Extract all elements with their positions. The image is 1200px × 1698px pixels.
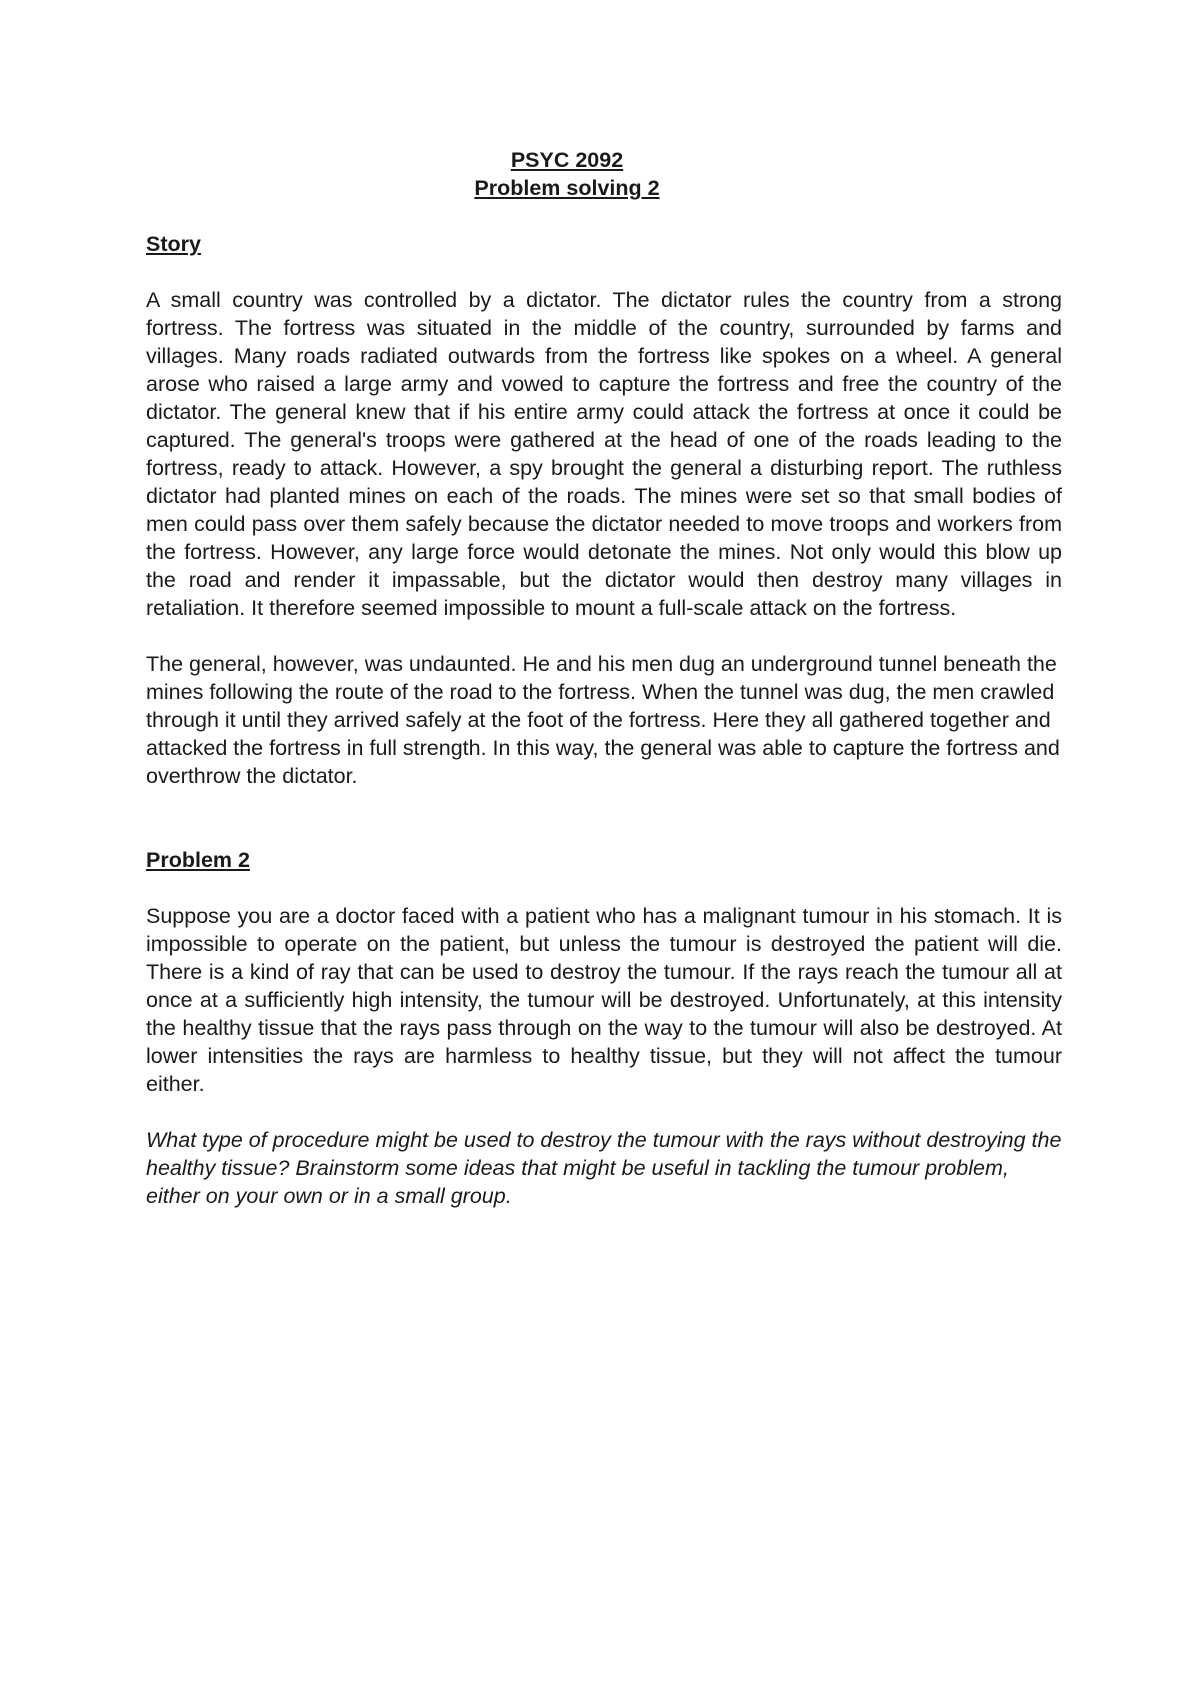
title-block	[0, 146, 1134, 202]
story-paragraph-2: The general, however, was undaunted. He and his men dug an underground tunnel beneath the mines following the route of the road to the fortress. When the tunnel was dug, the men crawled through it until they arrived safely at the foot of the fortress. Here they all gathered together and attacked the fortress in full strength. In this way, the general was able to capture the fortress and overthrow the dictator.	[146, 652, 1060, 788]
problem-question: What type of procedure might be used to destroy the tumour with the rays without destroying the healthy tissue? Brainstorm some ideas that might be useful in tackling the tumour problem, either on your own or in a small group.	[146, 1128, 1062, 1208]
document-page	[146, 146, 1062, 1210]
document-subtitle: Problem solving 2	[474, 176, 660, 200]
story-paragraph-1: A small country was controlled by a dictator. The dictator rules the country from a strong fortress. The fortress was situated in the middle of the country, surrounded by farms and villages. Many roads radiated outwards from the fortress like spokes on a wheel. A general arose who raised a large army and vowed to capture the fortress and free the country of the dictator. The general knew that if his entire army could attack the fortress at once it could be captured. The general's troops were gathered at the head of one of the roads leading to the fortress, ready to attack. However, a spy brought the general a disturbing report. The ruthless dictator had planted mines on each of the roads. The mines were set so that small bodies of men could pass over them safely because the dictator needed to move troops and workers from the fortress. However, any large force would detonate the mines. Not only would this blow up the road and render it impassable, but the dictator would then destroy many villages in retaliation. It therefore seemed impossible to mount a full-scale attack on the fortress.	[146, 288, 1062, 620]
problem-paragraph: Suppose you are a doctor faced with a patient who has a malignant tumour in his stomach. It is impossible to operate on the patient, but unless the tumour is destroyed the patient will die. There is a kind of ray that can be used to destroy the tumour. If the rays reach the tumour all at once at a sufficiently high intensity, the tumour will be destroyed. Unfortunately, at this intensity the healthy tissue that the rays pass through on the way to the tumour will also be destroyed. At lower intensities the rays are harmless to healthy tissue, but they will not affect the tumour either.	[146, 904, 1062, 1096]
problem-heading: Problem 2	[146, 848, 250, 872]
story-heading: Story	[146, 232, 201, 256]
course-code: PSYC 2092	[510, 148, 624, 172]
